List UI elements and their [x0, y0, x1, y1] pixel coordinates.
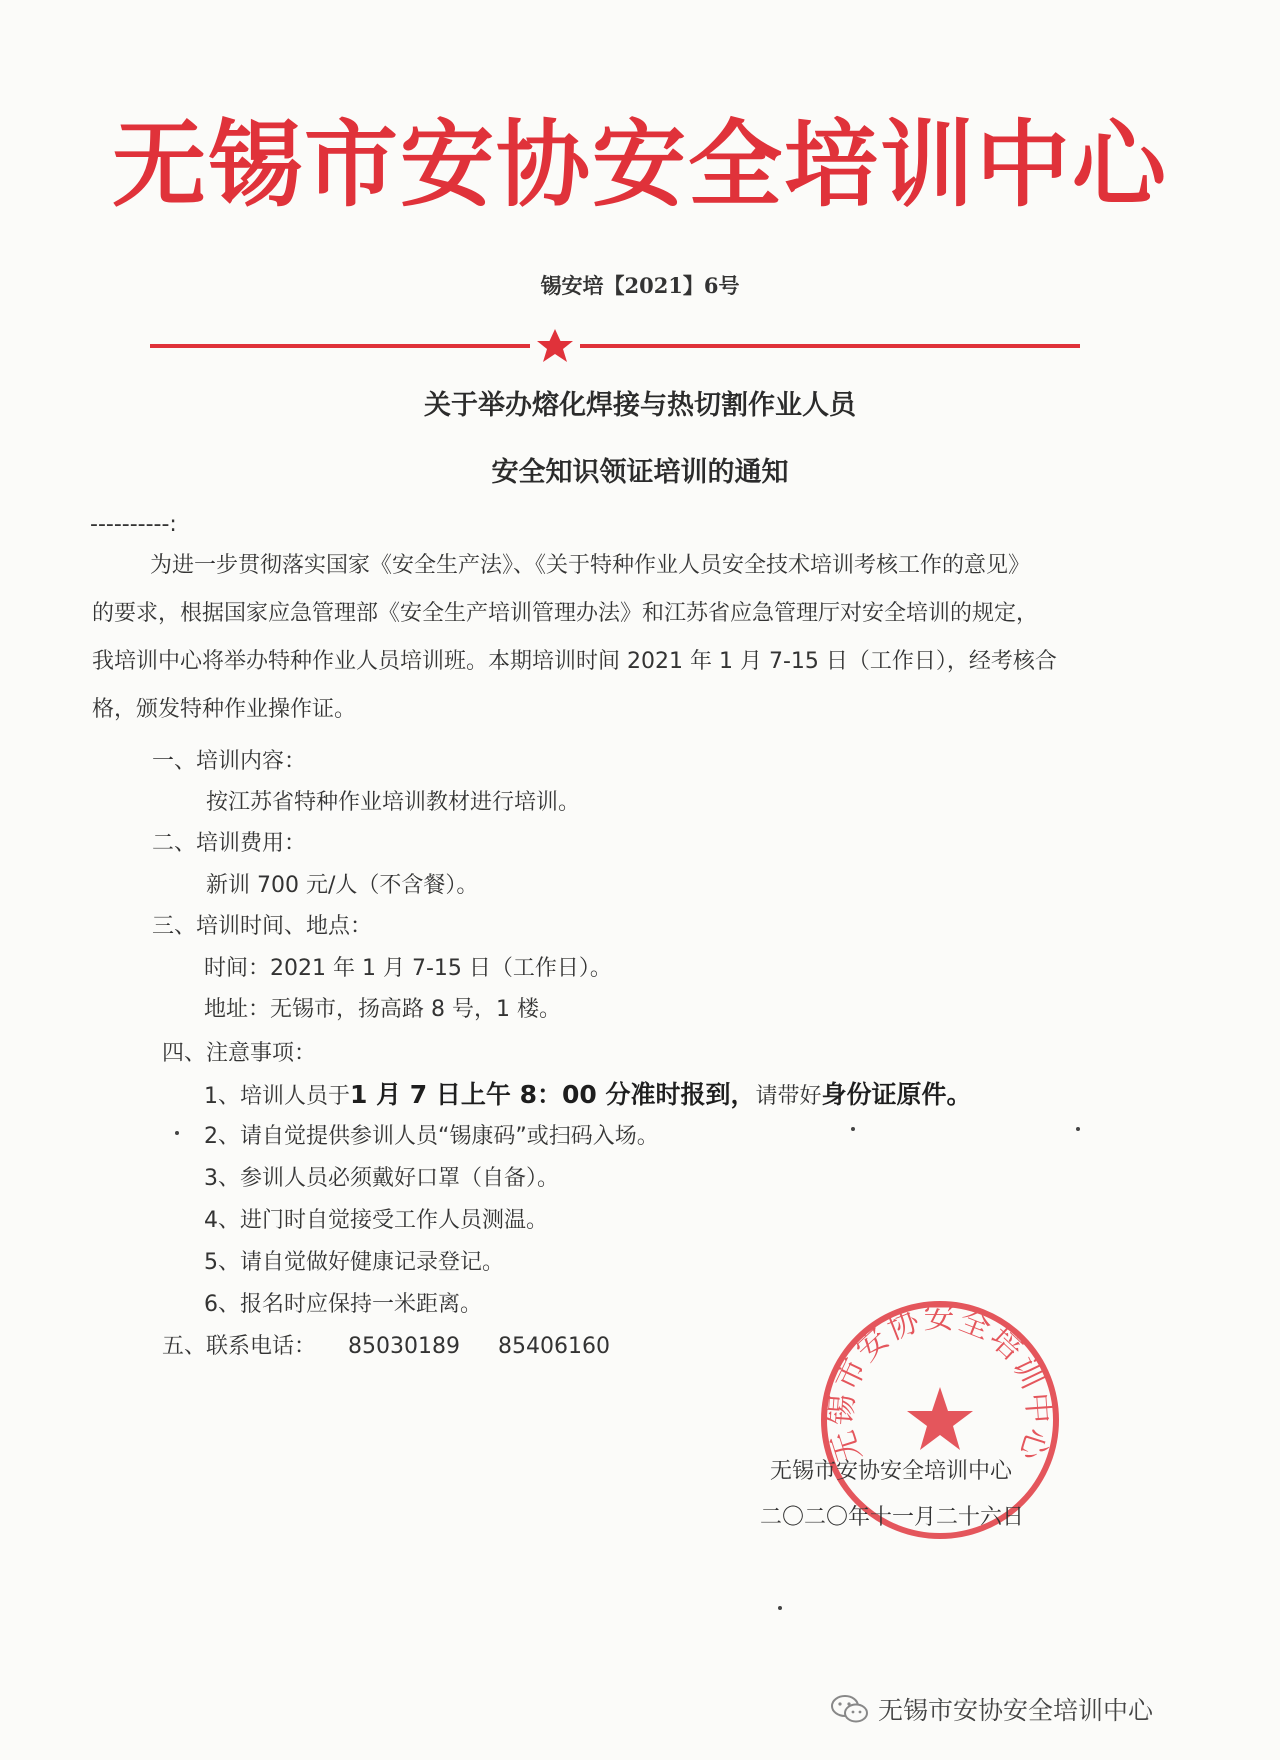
- notice-item-1-id-card: 身份证原件。: [821, 1080, 972, 1109]
- doc-number: 锡安培【2021】6号: [540, 273, 740, 298]
- notice-item-1-prefix: 1、培训人员于: [204, 1084, 350, 1109]
- speck: [175, 1131, 179, 1135]
- notice-title-line-2: 安全知识领证培训的通知: [491, 457, 789, 488]
- notice-item-3: 3、参训人员必须戴好口罩（自备）。: [204, 1166, 559, 1191]
- speck: [1076, 1127, 1080, 1131]
- notice-item-5: 5、请自觉做好健康记录登记。: [204, 1250, 504, 1275]
- svg-text:无锡市安协安全培训中心: [823, 1300, 1057, 1467]
- intro-line-4: 格，颁发特种作业操作证。: [92, 697, 357, 722]
- speck: [851, 1127, 855, 1131]
- org-title: 无锡市安协安全培训中心: [111, 110, 1168, 220]
- star-icon: [537, 329, 573, 362]
- signature-org: 无锡市安协安全培训中心: [770, 1459, 1013, 1484]
- signature-date: 二〇二〇年十一月二十六日: [760, 1505, 1025, 1530]
- notice-item-1: [204, 1080, 972, 1110]
- wechat-watermark: [830, 1691, 1153, 1727]
- speck: [778, 1606, 782, 1610]
- section-5-heading: 五、联系电话：: [162, 1334, 317, 1359]
- notice-item-2: 2、请自觉提供参训人员“锡康码”或扫码入场。: [204, 1124, 659, 1149]
- phone-number-2: 85406160: [498, 1334, 610, 1359]
- section-2-content: 新训 700 元/人（不含餐）。: [206, 873, 479, 898]
- section-1-heading: 一、培训内容：: [152, 749, 307, 774]
- intro-line-2: 的要求，根据国家应急管理部《安全生产培训管理办法》和江苏省应急管理厅对安全培训的规定，: [92, 601, 1039, 626]
- notice-item-4: 4、进门时自觉接受工作人员测温。: [204, 1208, 548, 1233]
- section-4-heading: 四、注意事项：: [162, 1041, 317, 1066]
- notice-title-line-1: 关于举办熔化焊接与热切割作业人员: [424, 390, 856, 421]
- section-3-address: 地址：无锡市，扬高路 8 号，1 楼。: [204, 997, 561, 1022]
- notice-item-1-middle: 请带好: [755, 1084, 822, 1109]
- seal-star-icon: [907, 1387, 973, 1450]
- notice-item-6: 6、报名时应保持一米距离。: [204, 1292, 482, 1317]
- section-2-heading: 二、培训费用：: [152, 831, 307, 856]
- section-3-heading: 三、培训时间、地点：: [152, 914, 373, 939]
- seal-text: 无锡市安协安全培训中心: [823, 1299, 1057, 1467]
- notice-item-1-report-time: 1 月 7 日上午 8：00 分准时报到，: [350, 1080, 756, 1109]
- intro-line-1: 为进一步贯彻落实国家《安全生产法》、《关于特种作业人员安全技术培训考核工作的意见》: [150, 553, 1031, 578]
- section-1-content: 按江苏省特种作业培训教材进行培训。: [206, 790, 581, 815]
- addressee: ----------:: [90, 512, 177, 537]
- red-divider: [150, 326, 1080, 366]
- phone-number-1: 85030189: [348, 1334, 460, 1359]
- intro-line-3: 我培训中心将举办特种作业人员培训班。本期培训时间 2021 年 1 月 7-15 日（工作日），经考核合: [92, 649, 1057, 674]
- watermark-brand: 无锡市安协安全培训中心: [878, 1696, 1154, 1725]
- wechat-icon: [830, 1694, 870, 1724]
- section-3-time: 时间：2021 年 1 月 7-15 日（工作日）。: [204, 956, 612, 981]
